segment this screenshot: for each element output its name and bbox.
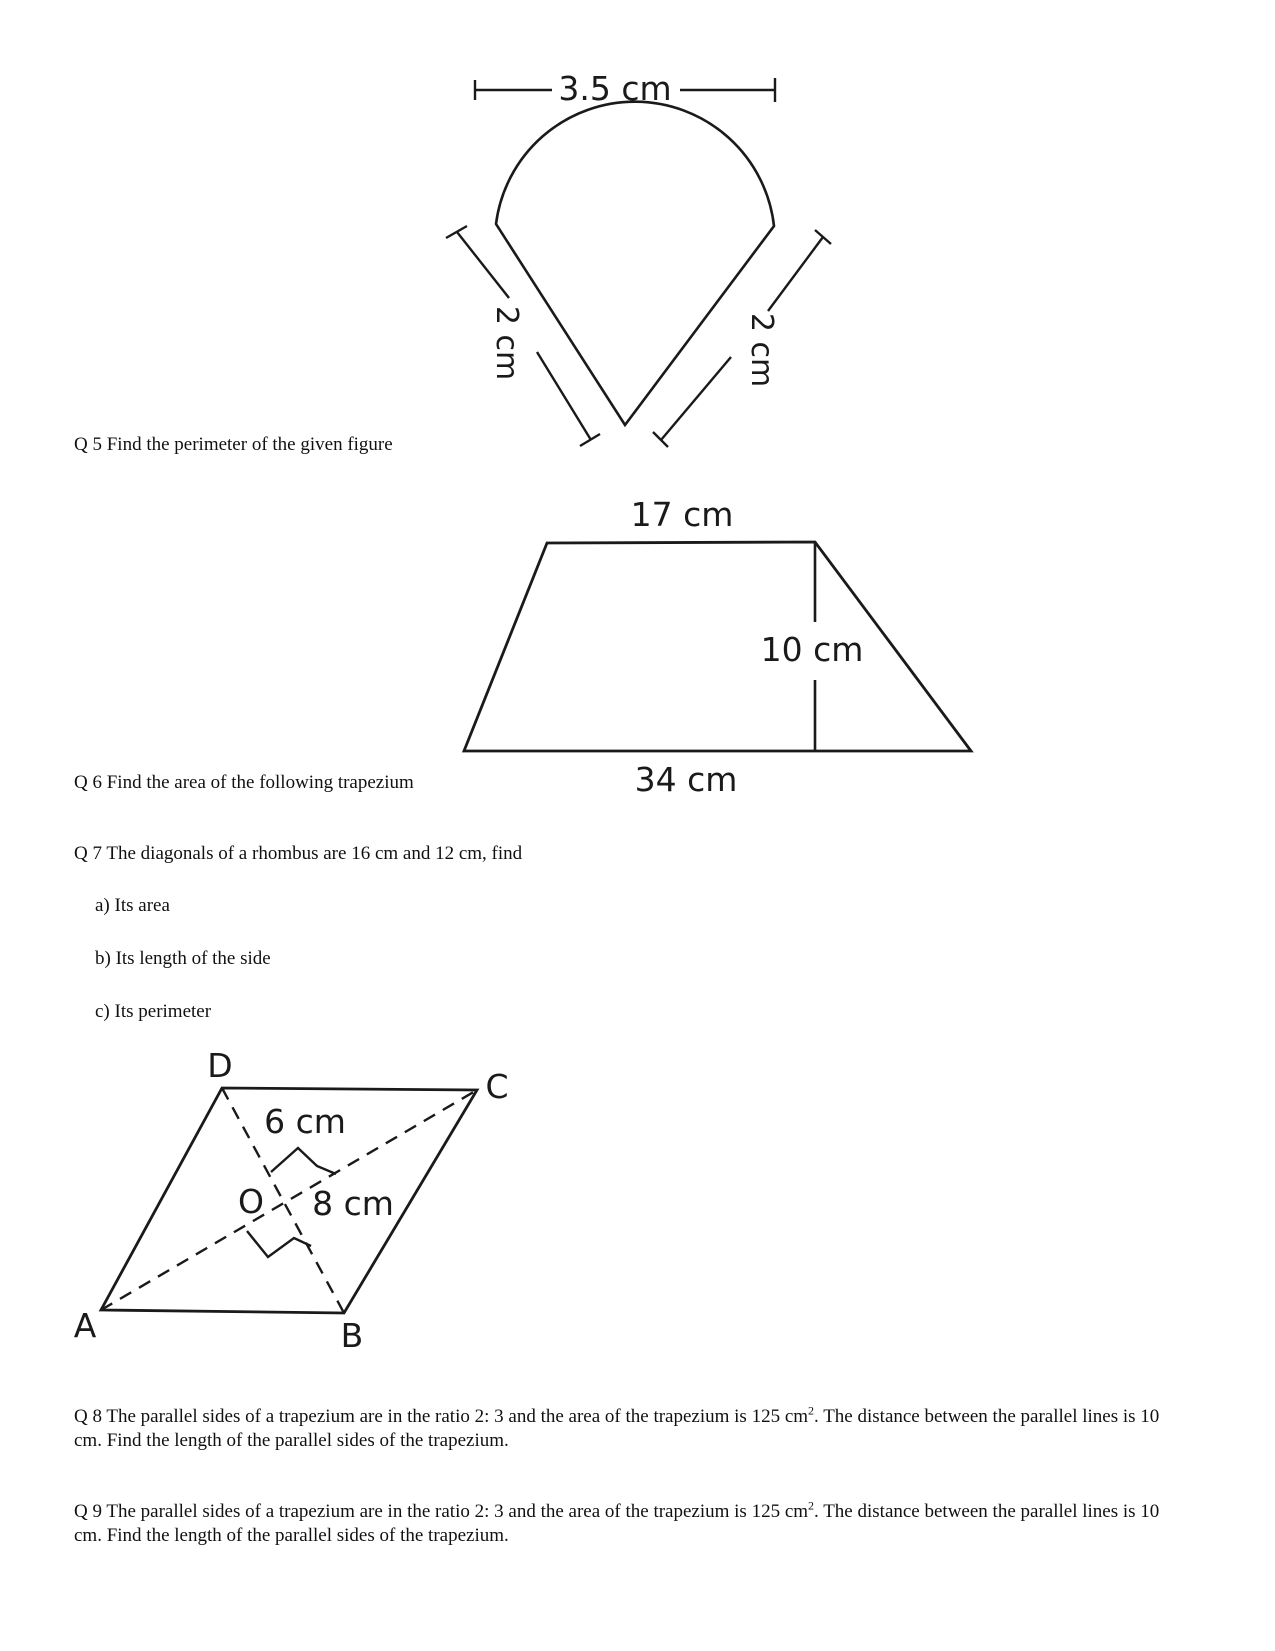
question-7-part-c-text: c) Its perimeter	[95, 1001, 212, 1022]
question-8-superscript: 2	[808, 1403, 815, 1418]
sector-right-label: 2 cm	[744, 312, 779, 388]
question-9-text-end: . The distance between the parallel lines is 10 cm. Find the length of the parallel sides of the trapezium.	[74, 1501, 1160, 1546]
trapezium-top-label: 17 cm	[630, 495, 734, 534]
question-9	[74, 1500, 1174, 1548]
half-diagonal-6cm-label: 6 cm	[264, 1102, 346, 1141]
question-5-text: Q 5 Find the perimeter of the given figure	[74, 434, 393, 455]
question-8	[74, 1405, 1174, 1453]
question-7-part-b-text: b) Its length of the side	[95, 948, 271, 969]
question-9-superscript: 2	[808, 1498, 815, 1513]
trapezium-height-label: 10 cm	[760, 630, 864, 669]
right-angle-mark-top	[271, 1148, 336, 1174]
vertex-label-a: A	[73, 1306, 97, 1345]
trapezium-bottom-label: 34 cm	[634, 760, 738, 799]
vertex-label-c: C	[485, 1067, 509, 1106]
question-9-text: Q 9 The parallel sides of a trapezium are in the ratio 2: 3 and the area of the trapezium is 125 cm	[74, 1501, 809, 1522]
sector-top-label: 3.5 cm	[558, 69, 672, 108]
question-8-text-end: . The distance between the parallel lines is 10 cm. Find the length of the parallel sides of the trapezium.	[74, 1406, 1160, 1451]
sector-left-label: 2 cm	[489, 305, 524, 381]
center-label-o: O	[238, 1182, 264, 1221]
question-8-text: Q 8 The parallel sides of a trapezium are in the ratio 2: 3 and the area of the trapezium is 125 cm	[74, 1406, 809, 1427]
question-7-text: Q 7 The diagonals of a rhombus are 16 cm and 12 cm, find	[74, 843, 523, 864]
vertex-label-d: D	[207, 1046, 233, 1085]
vertex-label-b: B	[340, 1316, 364, 1355]
question-6-text: Q 6 Find the area of the following trapezium	[74, 772, 414, 793]
question-7-part-a-text: a) Its area	[95, 895, 170, 916]
half-diagonal-8cm-label: 8 cm	[312, 1184, 394, 1223]
